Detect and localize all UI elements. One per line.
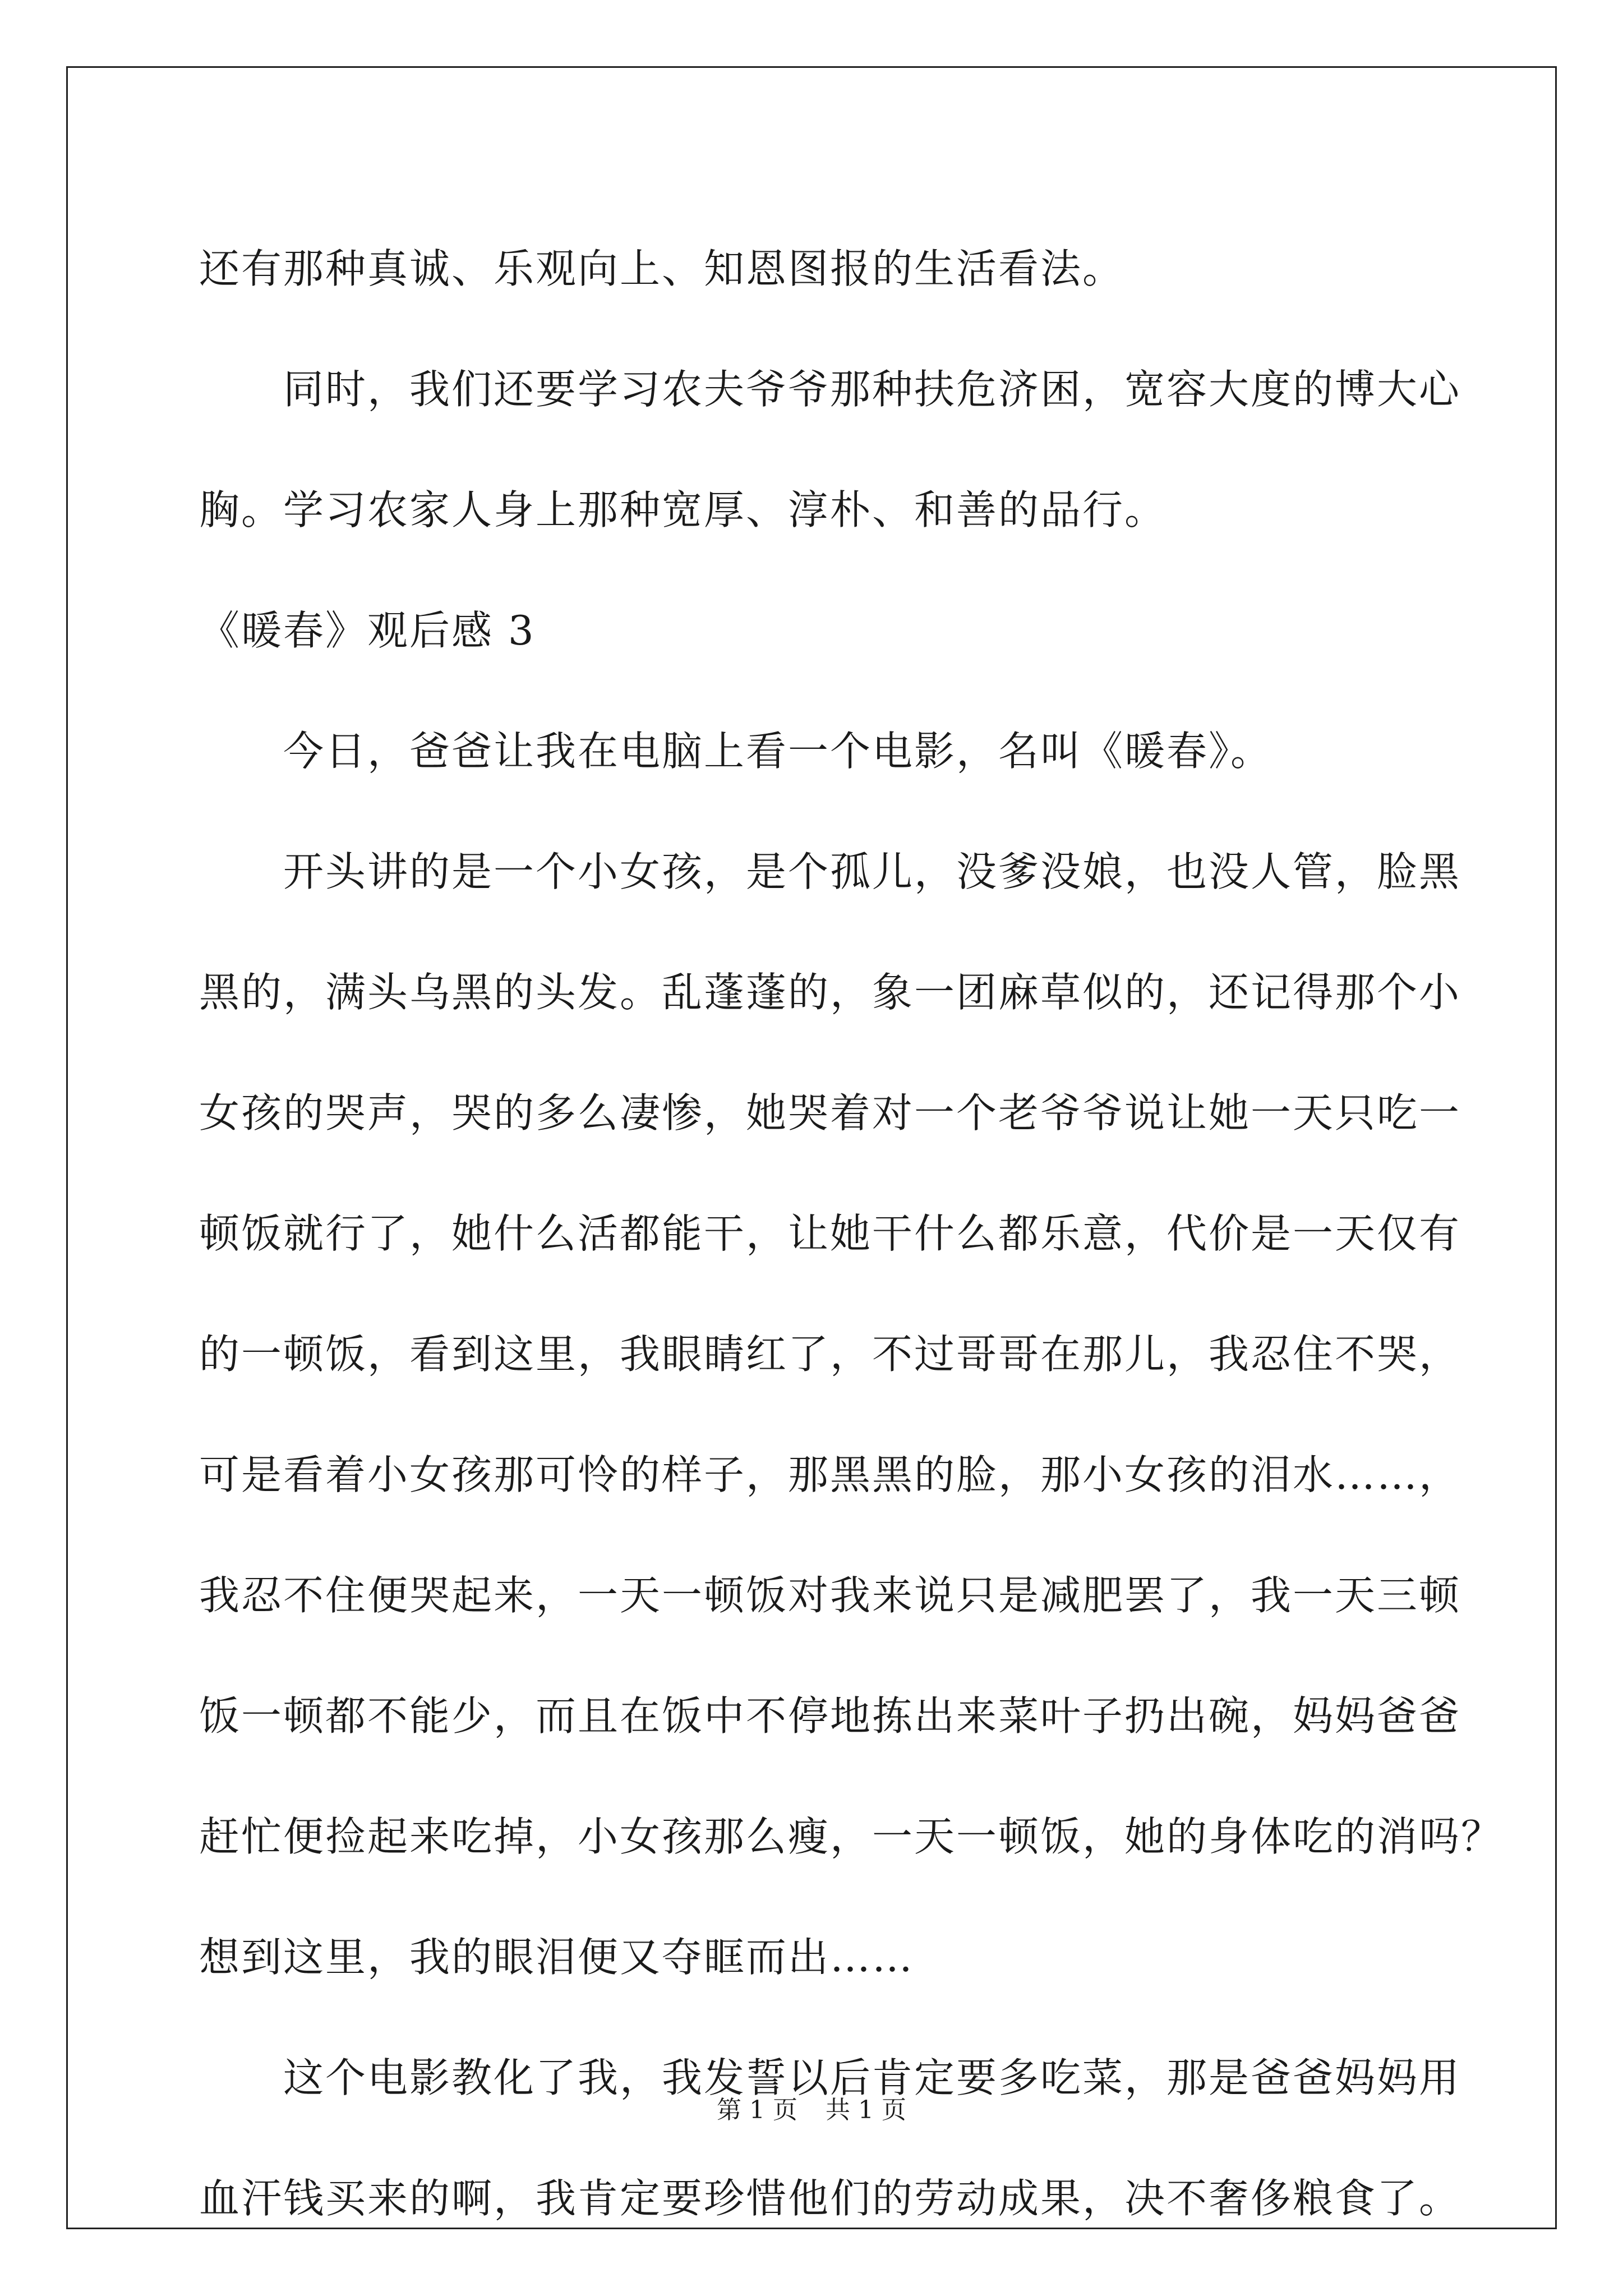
text-line-12: 我忍不住便哭起来，一天一顿饭对我来说只是减肥罢了，我一天三顿 [199,1572,1461,1619]
text-line-10: 的一顿饭，看到这里，我眼睛红了，不过哥哥在那儿，我忍住不哭， [199,1331,1461,1378]
page-footer [0,2093,1623,2127]
text-line-7: 黑的，满头乌黑的头发。乱蓬蓬的，象一团麻草似的，还记得那个小 [199,969,1461,1016]
text-line-11: 可是看着小女孩那可怜的样子，那黑黑的脸，那小女孩的泪水……， [199,1451,1461,1498]
section-heading: 《暖春》观后感 3 [199,607,536,654]
text-line-3: 胸。学习农家人身上那种宽厚、淳朴、和善的品行。 [199,486,1167,533]
text-line-2: 同时，我们还要学习农夫爷爷那种扶危济困，宽容大度的博大心 [283,366,1461,413]
text-line-15: 想到这里，我的眼泪便又夺眶而出…… [199,1934,915,1981]
text-line-6: 开头讲的是一个小女孩，是个孤儿，没爹没娘，也没人管，脸黑 [283,848,1461,895]
text-line-5: 今日，爸爸让我在电脑上看一个电影，名叫《暖春》。 [283,728,1273,775]
text-line-8: 女孩的哭声，哭的多么凄惨，她哭着对一个老爷爷说让她一天只吃一 [199,1089,1461,1137]
text-line-9: 顿饭就行了，她什么活都能干，让她干什么都乐意，代价是一天仅有 [199,1210,1461,1257]
text-line-1: 还有那种真诚、乐观向上、知恩图报的生活看法。 [199,245,1125,292]
page-total: 共 1 页 [826,2096,906,2124]
document-body [199,209,1504,2259]
text-line-16: 这个电影教化了我，我发誓以后肯定要多吃菜，那是爸爸妈妈用 [283,2054,1461,2101]
text-line-17: 血汗钱买来的啊，我肯定要珍惜他们的劳动成果，决不奢侈粮食了。 [199,2175,1461,2222]
text-line-13: 饭一顿都不能少，而且在饭中不停地拣出来菜叶子扔出碗，妈妈爸爸 [199,1692,1461,1740]
page-number: 第 1 页 [717,2096,797,2124]
text-line-14: 赶忙便捡起来吃掉，小女孩那么瘦，一天一顿饭，她的身体吃的消吗？ [199,1813,1504,1860]
